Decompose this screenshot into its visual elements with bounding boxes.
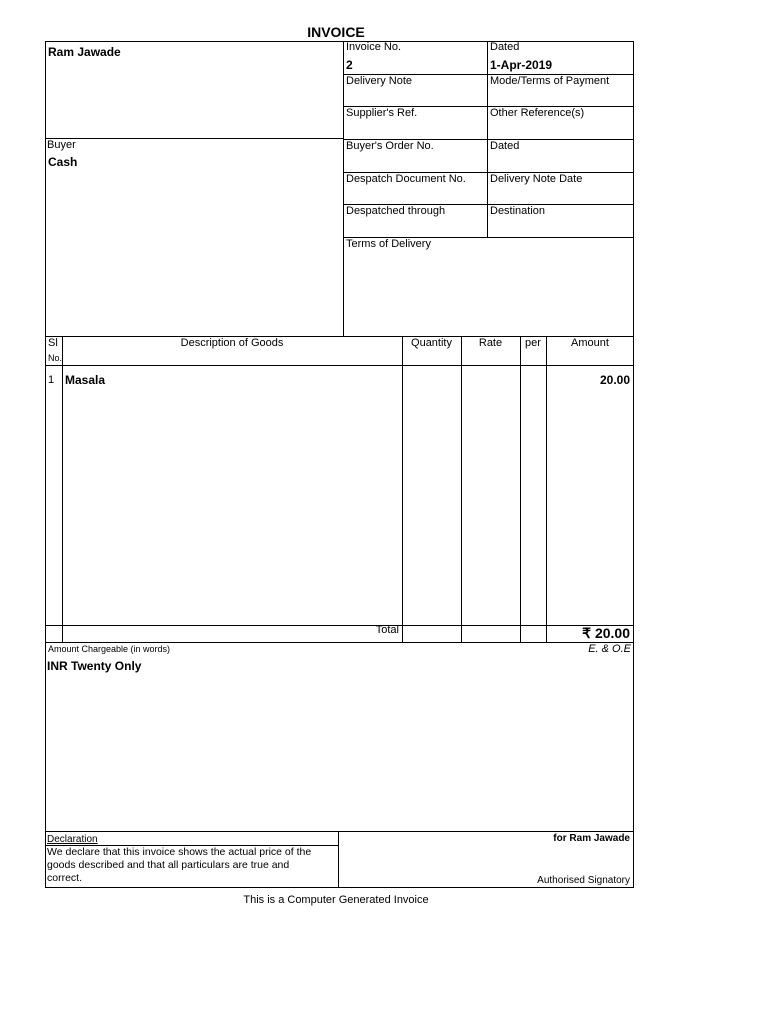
other-ref-label: Other Reference(s): [490, 107, 585, 119]
header-sl-no: No.: [48, 353, 63, 363]
declaration-line-2: goods described and that all particulars are true and: [47, 859, 290, 871]
terms-of-delivery-label: Terms of Delivery: [346, 238, 431, 250]
header-sl: Sl: [48, 337, 58, 349]
header-description: Description of Goods: [180, 337, 284, 349]
seller-name: Ram Jawade: [48, 45, 121, 59]
despatch-doc-label: Despatch Document No.: [346, 173, 466, 185]
row-sl: 1: [48, 374, 55, 386]
suppliers-ref-label: Supplier's Ref.: [346, 107, 418, 119]
total-label: Total: [375, 624, 399, 636]
order-dated-label: Dated: [490, 140, 520, 152]
for-company-label: for Ram Jawade: [553, 833, 630, 844]
footer-note: This is a Computer Generated Invoice: [243, 894, 429, 906]
buyer-name: Cash: [48, 155, 78, 169]
buyer-label: Buyer: [47, 139, 76, 151]
header-rate: Rate: [478, 337, 503, 349]
destination-label: Destination: [490, 205, 546, 217]
total-amount: ₹ 20.00: [582, 625, 630, 641]
dated-value: 1-Apr-2019: [490, 58, 553, 72]
delivery-note-date-label: Delivery Note Date: [490, 173, 583, 185]
col-line-qty: [461, 336, 462, 642]
col-line-sl: [62, 336, 63, 642]
col-line-rate: [520, 336, 521, 642]
authorised-signatory-label: Authorised Signatory: [537, 875, 630, 886]
row-description: Masala: [65, 373, 106, 387]
row-amount: 20.00: [599, 373, 630, 387]
amount-words-label: Amount Chargeable (in words): [48, 644, 171, 654]
invoice-no-label: Invoice No.: [346, 41, 402, 53]
mode-terms-label: Mode/Terms of Payment: [490, 75, 610, 87]
declaration-label: Declaration: [47, 834, 98, 845]
detail-col-line: [487, 41, 488, 237]
invoice-no-value: 2: [346, 58, 353, 72]
header-divider: [343, 41, 344, 337]
eoe-label: E. & O.E: [588, 643, 631, 655]
declaration-line-1: We declare that this invoice shows the actual price of the: [47, 846, 312, 858]
header-per: per: [525, 337, 541, 349]
header-amount: Amount: [571, 337, 609, 349]
header-quantity: Quantity: [411, 337, 452, 349]
col-line-desc: [402, 336, 403, 642]
declaration-line-3: correct.: [47, 872, 83, 884]
despatched-through-label: Despatched through: [346, 205, 446, 217]
amount-words-value: INR Twenty Only: [47, 659, 142, 673]
buyers-order-label: Buyer's Order No.: [346, 140, 434, 152]
seller-buyer-divider: [45, 138, 343, 139]
delivery-note-label: Delivery Note: [346, 75, 413, 87]
dated-label: Dated: [490, 41, 520, 53]
invoice-title: INVOICE: [307, 24, 365, 40]
declaration-divider: [338, 831, 339, 888]
